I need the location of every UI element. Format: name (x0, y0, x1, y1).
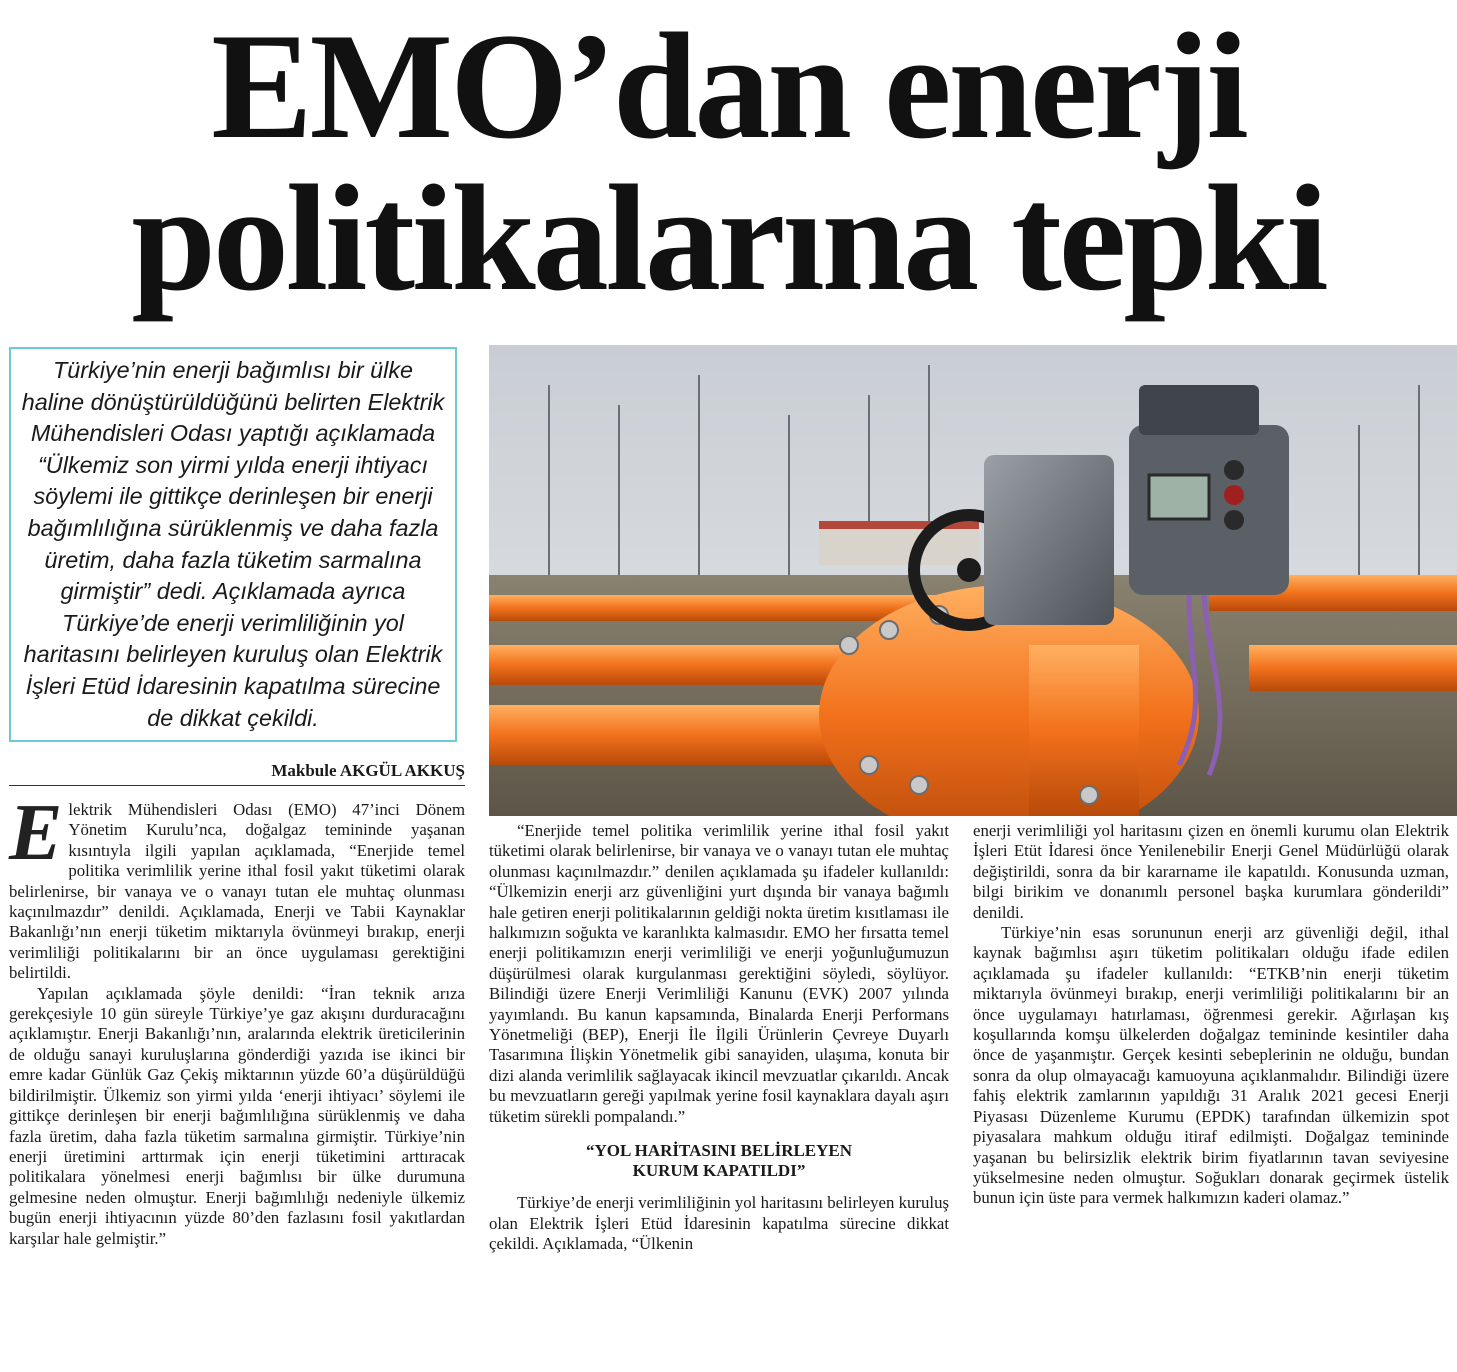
subheading-line-2: KURUM KAPATILDI” (632, 1161, 806, 1181)
byline-rule (9, 785, 465, 786)
paragraph-2: Yapılan açıklamada şöyle denildi: “İran teknik arıza gerekçesiyle 10 gün süreyle Türkiye’ye gaz akışını durduracağını açıklamıştır. Enerji Bakanlığı’nın, aralarında elektrik üreticilerinin de olduğu sanayi kuruluşlarına gönderdiği yazıda ise ikinci bir emre kadar Günlük Gaz Çekiş miktarının yüzde 60’a düşürüldüğü bildirilmiştir. Ülkemiz son yirmi yılda ‘enerji ihtiyacı’ söylemi ile gittikçe derinleşen bir enerji bağımlılığına sürüklenmiş ve daha fazla üretim, daha fazla tüketim sarmalına girmiştir. Türkiye’nin enerji üretimini arttırmak için enerji tüketimini arttıracak politikalara yönelmesi enerji bağımlısı bir ülke durumuna gelmesine neden olmuştur. Enerji bağımlılığı nedeniyle ülkemiz bugün enerji ihtiyacının yüzde 80’den fazlasını fosil yakıtlardan karşılar hale gelmiştir.” (9, 983, 465, 1248)
paragraph-5: enerji verimliliği yol haritasını çizen en önemli kurumu olan Elektrik İşleri Etüt İdaresi önce Yenilenebilir Enerji Genel Müdürlüğü olarak değiştirildi, sonra da bir kararname ile kapatıldı. Konusunda uzman, bilgi birikim ve donanımlı personel başka kurumlara gönderildi” denildi. (973, 821, 1449, 922)
lead-summary: Türkiye’nin enerji bağımlısı bir ülke haline dönüştürüldüğünü belirten Elektrik Mühendisleri Odası yaptığı açıklamada “Ülkemiz son yirmi yılda enerji ihtiyacı söylemi ile gittikçe derinleşen bir enerji bağımlılığına sürüklenmiş ve daha fazla üretim, daha fazla tüketim sarmalına girmiştir” dedi. Açıklamada ayrıca Türkiye’de enerji verimliliğinin yol haritasını belirleyen kuruluş olan Elektrik İşleri Etüd İdaresinin kapatılma sürecine de dikkat çekildi. (9, 347, 457, 742)
photo-building (819, 525, 979, 565)
article-column-3 (973, 821, 1449, 1209)
paragraph-4: Türkiye’de enerji verimliliğinin yol haritasını belirleyen kuruluş olan Elektrik İşleri Etüd İdaresinin kapatılma sürecine dikkat çekildi. Açıklamada, “Ülkenin (489, 1193, 949, 1253)
article-column-1 (9, 789, 465, 1249)
paragraph-1-text: lektrik Mühendisleri Odası (EMO) 47’inci Dönem Yönetim Kurulu’nca, doğalgaz temininde yaşanan kısıntıyla ilgili yapılan açıklamada, “Enerjide temel politika verimlilik yerine ithal fosil yakıt tüketimi olarak belirlenirse, bir vanaya ve o vanayı tutan ele muhtaç olunması kaçınılmazdır” denildi. Açıklamada, Enerji ve Tabii Kaynaklar Bakanlığı’nın enerji tüketim miktarıyla övünmeyi bırakıp, enerji verimliliği politikalarını bir an önce uygulaması gerektiğini belirtildi. (9, 800, 465, 983)
dropcap: E (9, 789, 63, 877)
photo-actuator (984, 455, 1114, 625)
photo-display (1149, 475, 1209, 519)
byline: Makbule AKGÜL AKKUŞ (271, 761, 465, 780)
headline-line-2: politikalarına tepki (131, 154, 1326, 322)
paragraph-3: “Enerjide temel politika verimlilik yerine ithal fosil yakıt tüketimi olarak belirlenirse, bir vanaya ve o vanayı tutan ele muhtaç olunması kaçınılmazdır.” denilen açıklamada şu ifadeler kullanıldı: “Ülkemizin enerji arz güvenliğini yurt dışında bir vanaya bağımlı hale getiren enerji politikalarının geldiği nokta üretim kısıtlaması ile halkımızın soğukta ve karanlıkta kalmasıdır. EMO her fırsatta temel enerji politikamızın enerji verimliliği ve enerji yoğunluğumuzun düşürülmesi olarak kurgulanması gerektiğini söyledi, söylüyor. Bilindiği üzere Enerji Verimliliği Kanunu (EVK) 2007 yılında yayımlandı. Bu kanun kapsamında, Binalarda Enerji Performans Yönetmeliği (BEP), Enerji İle İlgili Ürünlerin Çevreye Duyarlı Tasarımına İlişkin Yönetmelik gibi sanayiden, ulaşıma, konuta bir dizi alanda verimlilik sağlayacak ikincil mevzuatlar çıkarıldı. Ancak bu mevzuatların gereği yapılmak yerine fosil kaynaklara dayalı aşırı tüketim sürekli pompalandı.” (489, 821, 949, 1126)
article-photo (489, 345, 1457, 816)
subheading-line-1: “YOL HARİTASINI BELİRLEYEN (585, 1141, 853, 1161)
headline-line-1: EMO’dan enerji (211, 2, 1246, 170)
subheading (489, 1141, 949, 1181)
paragraph-1 (9, 789, 465, 984)
article-column-2 (489, 821, 949, 1254)
paragraph-6: Türkiye’nin esas sorununun enerji arz güvenliği değil, ithal kaynak bağımlısı aşırı tüketim politikaları olduğu ifade edilen açıklamada şu ifadeler kullanıldı: “ETKB’nin enerji tüketim miktarıyla övünmeyi bırakıp, enerji verimliliği politikalarını bir an önce uygulamayı hatırlaması, öğrenmesi gerekir. Ağırlaşan kış koşullarında komşu ülkelerden doğalgaz temininde kesintiler daha önce de yaşanmıştır. Gerçek kesinti sebeplerinin ne olduğu, bundan sonra da olup olmayacağı kamuoyuna açıklanmalıdır. Bilindiği üzere fahiş elektrik zamlarının yapıldığı 31 Aralık 2021 gecesi Enerji Piyasası Düzenleme Kurumu (EPDK) tarafından ülkemizin spot piyasalara mahkum olduğu itiraf edilmişti. Doğalgaz temininde yaşanan bu belirsizlik elektrik birim fiyatlarının tavan seviyesine yükselmesine neden olmuştur. Soğukları donarak geçirmek üstelik bunun için üste para vermek halkımızın kaderi olamaz.” (973, 923, 1449, 1208)
